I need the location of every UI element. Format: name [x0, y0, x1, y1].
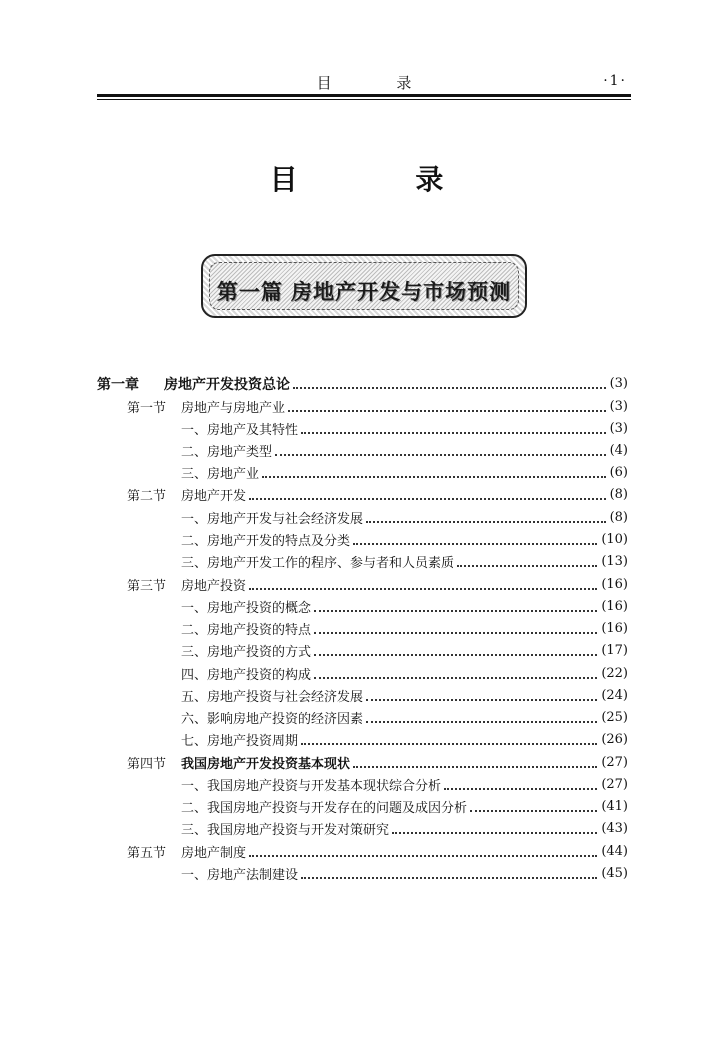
- toc-entry-title: 房地产与房地产业: [181, 401, 286, 416]
- toc-dot-leader: [314, 677, 597, 679]
- toc-entry-page: (8): [609, 510, 628, 525]
- toc-item-entry: [0, 730, 713, 752]
- toc-entry-page: (44): [601, 844, 628, 859]
- toc-entry-title: 房地产投资: [181, 579, 247, 594]
- toc-entry-title: 三、我国房地产投资与开发对策研究: [181, 823, 390, 838]
- part-banner-inner: [209, 262, 519, 310]
- toc-entry-page: (10): [601, 532, 628, 547]
- toc-entry-page: (8): [609, 487, 628, 502]
- toc-entry-title: 一、房地产法制建设: [181, 868, 299, 883]
- toc-entry-title: 我国房地产开发投资基本现状: [181, 757, 351, 772]
- toc-entry-title: 二、房地产开发的特点及分类: [181, 534, 351, 549]
- toc-entry-page: (3): [609, 421, 628, 436]
- toc-entry-page: (17): [601, 643, 628, 658]
- toc-item-entry: [0, 708, 713, 730]
- header-rule-thin: [97, 99, 631, 100]
- toc-entry-page: (41): [601, 799, 628, 814]
- toc-chapter-entry: [0, 374, 713, 396]
- toc-item-entry: [0, 686, 713, 708]
- toc-entry-page: (27): [601, 755, 628, 770]
- toc-dot-leader: [392, 832, 597, 834]
- toc-item-entry: [0, 819, 713, 841]
- toc-dot-leader: [249, 498, 606, 500]
- toc-entry-page: (13): [601, 554, 628, 569]
- toc-entry-page: (22): [601, 666, 628, 681]
- toc-entry-page: (24): [601, 688, 628, 703]
- toc-entry-title: 七、房地产投资周期: [181, 734, 299, 749]
- toc-dot-leader: [288, 410, 606, 412]
- toc-entry-page: (27): [601, 777, 628, 792]
- toc-entry-label: 第四节: [127, 757, 167, 772]
- toc-item-entry: [0, 508, 713, 530]
- toc-item-entry: [0, 419, 713, 441]
- toc-section-entry: [0, 575, 713, 597]
- toc-entry-page: (16): [601, 621, 628, 636]
- page-title: 目 录: [269, 163, 498, 196]
- toc-entry-title: 六、影响房地产投资的经济因素: [181, 712, 364, 727]
- toc-dot-leader: [301, 432, 606, 434]
- toc-entry-page: (16): [601, 599, 628, 614]
- toc-item-entry: [0, 619, 713, 641]
- toc-entry-title: 一、我国房地产投资与开发基本现状综合分析: [181, 779, 442, 794]
- toc-entry-title: 二、房地产类型: [181, 445, 273, 460]
- toc-item-entry: [0, 797, 713, 819]
- toc-entry-label: 第一章: [97, 377, 139, 393]
- toc-dot-leader: [301, 743, 597, 745]
- toc-item-entry: [0, 864, 713, 886]
- toc-dot-leader: [314, 610, 597, 612]
- part-banner-title: 第一篇 房地产开发与市场预测: [216, 280, 512, 304]
- toc-entry-page: (45): [601, 866, 628, 881]
- toc-entry-title: 一、房地产投资的概念: [181, 601, 312, 616]
- toc-dot-leader: [470, 810, 597, 812]
- toc-entry-label: 第二节: [127, 489, 167, 504]
- toc-dot-leader: [293, 387, 606, 389]
- toc-section-entry: [0, 397, 713, 419]
- toc-dot-leader: [366, 721, 597, 723]
- toc-entry-title: 二、我国房地产投资与开发存在的问题及成因分析: [181, 801, 468, 816]
- part-banner: [201, 254, 527, 318]
- toc-entry-page: (43): [601, 821, 628, 836]
- toc-entry-title: 一、房地产及其特性: [181, 423, 299, 438]
- toc-entry-page: (3): [609, 399, 628, 414]
- toc-dot-leader: [262, 476, 606, 478]
- running-header: [97, 70, 631, 92]
- toc-section-entry: [0, 753, 713, 775]
- toc-dot-leader: [314, 654, 597, 656]
- running-header-title: 目 录: [316, 74, 442, 92]
- toc-entry-page: (3): [609, 376, 628, 391]
- toc-item-entry: [0, 597, 713, 619]
- toc-entry-page: (4): [609, 443, 628, 458]
- toc-dot-leader: [444, 788, 597, 790]
- toc-entry-page: (16): [601, 577, 628, 592]
- toc-item-entry: [0, 463, 713, 485]
- toc-entry-page: (26): [601, 732, 628, 747]
- toc-dot-leader: [314, 632, 597, 634]
- toc-dot-leader: [353, 766, 597, 768]
- toc-entry-title: 二、房地产投资的特点: [181, 623, 312, 638]
- toc-entry-title: 房地产制度: [181, 846, 247, 861]
- toc-entry-title: 房地产开发投资总论: [164, 377, 290, 393]
- toc-entry-title: 一、房地产开发与社会经济发展: [181, 512, 364, 527]
- toc-section-entry: [0, 842, 713, 864]
- toc-item-entry: [0, 664, 713, 686]
- toc-entry-label: 第三节: [127, 579, 167, 594]
- toc-dot-leader: [249, 855, 597, 857]
- toc-item-entry: [0, 775, 713, 797]
- toc-entry-page: (25): [601, 710, 628, 725]
- toc-item-entry: [0, 441, 713, 463]
- toc-dot-leader: [457, 565, 597, 567]
- toc-entry-title: 四、房地产投资的构成: [181, 668, 312, 683]
- toc-entry-title: 三、房地产业: [181, 467, 260, 482]
- toc-entry-title: 五、房地产投资与社会经济发展: [181, 690, 364, 705]
- toc-item-entry: [0, 641, 713, 663]
- toc-entry-title: 房地产开发: [181, 489, 247, 504]
- toc-section-entry: [0, 485, 713, 507]
- page-number: ·1·: [603, 73, 627, 89]
- toc-entry-page: (6): [609, 465, 628, 480]
- toc-entry-title: 三、房地产投资的方式: [181, 645, 312, 660]
- header-rule-thick: [97, 94, 631, 97]
- toc-entry-title: 三、房地产开发工作的程序、参与者和人员素质: [181, 556, 455, 571]
- toc-dot-leader: [275, 454, 606, 456]
- toc-dot-leader: [366, 699, 597, 701]
- toc-dot-leader: [366, 521, 606, 523]
- toc-dot-leader: [301, 877, 597, 879]
- toc-dot-leader: [353, 543, 597, 545]
- toc-item-entry: [0, 552, 713, 574]
- toc-entry-label: 第五节: [127, 846, 167, 861]
- toc-item-entry: [0, 530, 713, 552]
- toc-dot-leader: [249, 588, 597, 590]
- toc-entry-label: 第一节: [127, 401, 167, 416]
